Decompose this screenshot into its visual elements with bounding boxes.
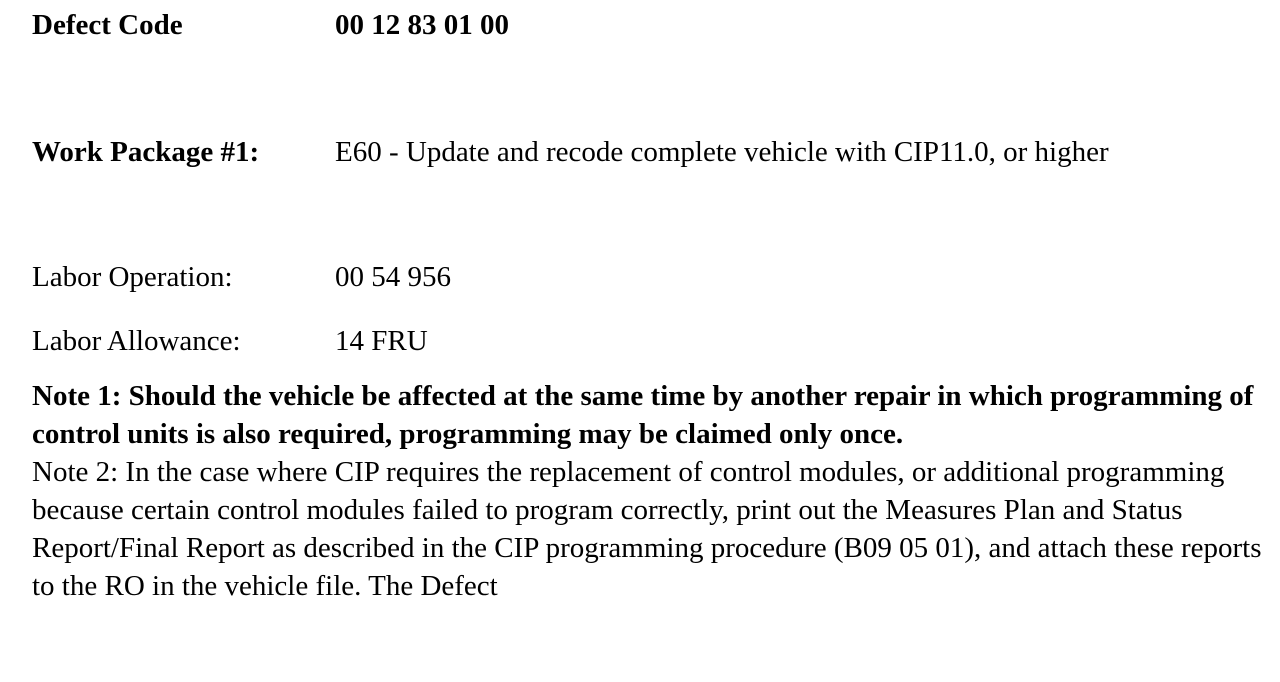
note-1: Note 1: Should the vehicle be affected at the same time by another repair in which programming of control units is also required, programming may be claimed only once. <box>32 380 1254 450</box>
labor-allowance-value: 14 FRU <box>335 325 428 357</box>
work-package-value: E60 - Update and recode complete vehicle with CIP11.0, or higher <box>335 136 1109 168</box>
defect-code-label: Defect Code <box>32 9 183 41</box>
defect-code-value: 00 12 83 01 00 <box>335 9 509 41</box>
notes-section <box>32 377 1262 605</box>
note-2: Note 2: In the case where CIP requires the replacement of control modules, or additional programming because certain control modules failed to program correctly, print out the Measures Plan and Status Report/Final Report as described in the CIP programming procedure (B09 05 01), and attach these reports to the RO in the vehicle file. The Defect <box>32 456 1262 602</box>
labor-operation-value: 00 54 956 <box>335 261 451 293</box>
labor-operation-label: Labor Operation: <box>32 261 233 293</box>
labor-allowance-label: Labor Allowance: <box>32 325 241 357</box>
work-package-label: Work Package #1: <box>32 136 260 168</box>
